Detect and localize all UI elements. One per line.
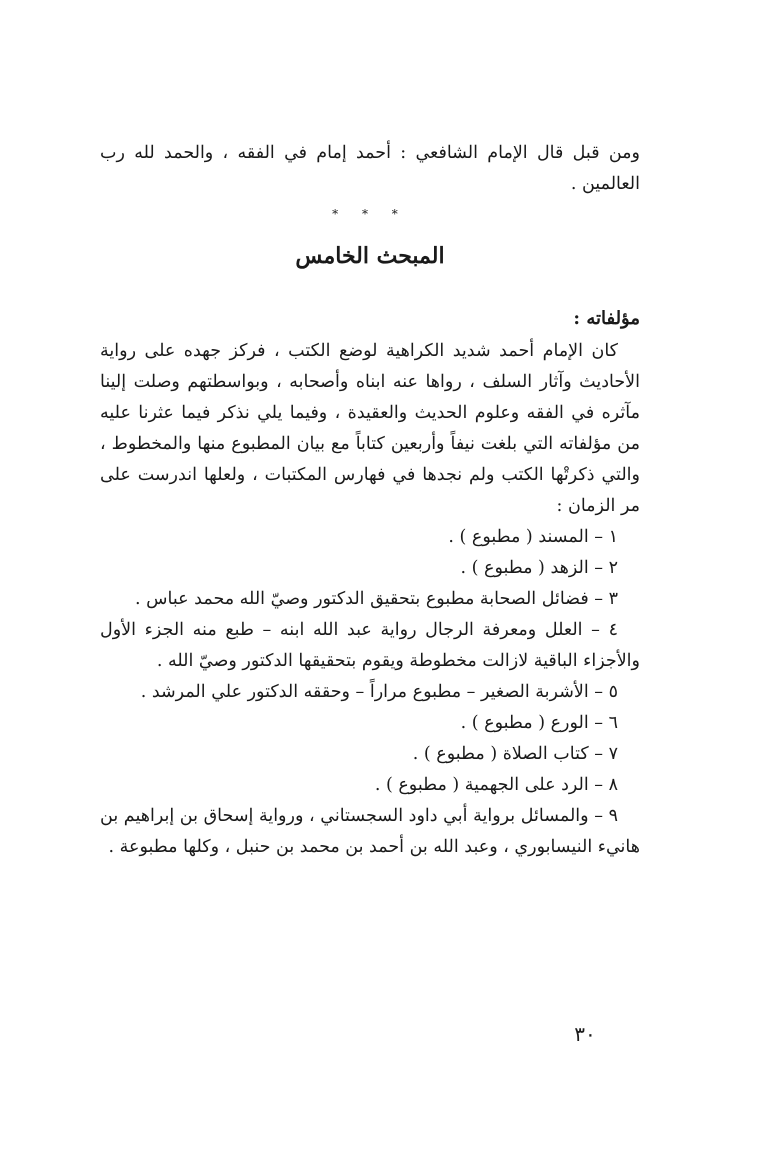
list-item: ٤ – العلل ومعرفة الرجال رواية عبد الله ابنه – طبع منه الجزء الأول والأجزاء الباقية لازالت مخطوطة ويقوم بتحقيقها الدكتور وصيّ الله . (100, 620, 640, 671)
list-item: ٣ – فضائل الصحابة مطبوع بتحقيق الدكتور وصيّ الله محمد عباس . (135, 589, 618, 609)
page-number: ٣٠ (574, 1022, 596, 1046)
list-item: ٨ – الرد على الجهمية ( مطبوع ) . (374, 775, 618, 795)
subsection-label: مؤلفاته : (573, 308, 640, 329)
list-item: ١ – المسند ( مطبوع ) . (448, 527, 618, 547)
list-item: ٩ – والمسائل برواية أبي داود السجستاني ، ورواية إسحاق بن إبراهيم بن هانيء النيسابوري ، وعبد الله بن أحمد بن محمد بن حنبل ، وكلها مطبوعة . (100, 806, 640, 857)
list-item: ٢ – الزهد ( مطبوع ) . (460, 558, 618, 578)
list-item: ٥ – الأشربة الصغير – مطبوع مراراً – وحققه الدكتور علي المرشد . (140, 682, 618, 702)
section-title: المبحث الخامس (295, 243, 445, 269)
list-item: ٦ – الورع ( مطبوع ) . (460, 713, 618, 733)
list-item: ٧ – كتاب الصلاة ( مطبوع ) . (412, 744, 618, 764)
page-body (100, 138, 640, 863)
works-list (100, 522, 640, 863)
section-separator: * * * (332, 207, 408, 221)
intro-paragraph: ومن قبل قال الإمام الشافعي : أحمد إمام في الفقه ، والحمد لله رب العالمين . (100, 143, 640, 194)
body-paragraph: كان الإمام أحمد شديد الكراهية لوضع الكتب ، فركز جهده على رواية الأحاديث وآثار السلف ، رواها عنه ابناه وأصحابه ، وبواسطتهم وصلت إلينا مآثره في الفقه وعلوم الحديث والعقيدة ، وفيما يلي نذكر فيما عثرنا عليه من مؤلفاته التي بلغت نيفاً وأربعين كتاباً مع بيان المطبوع منها والمخطوط ، والتي ذكرتْها الكتب ولم نجدها في فهارس المكتبات ، ولعلها اندرست على مر الزمان : (100, 341, 640, 516)
